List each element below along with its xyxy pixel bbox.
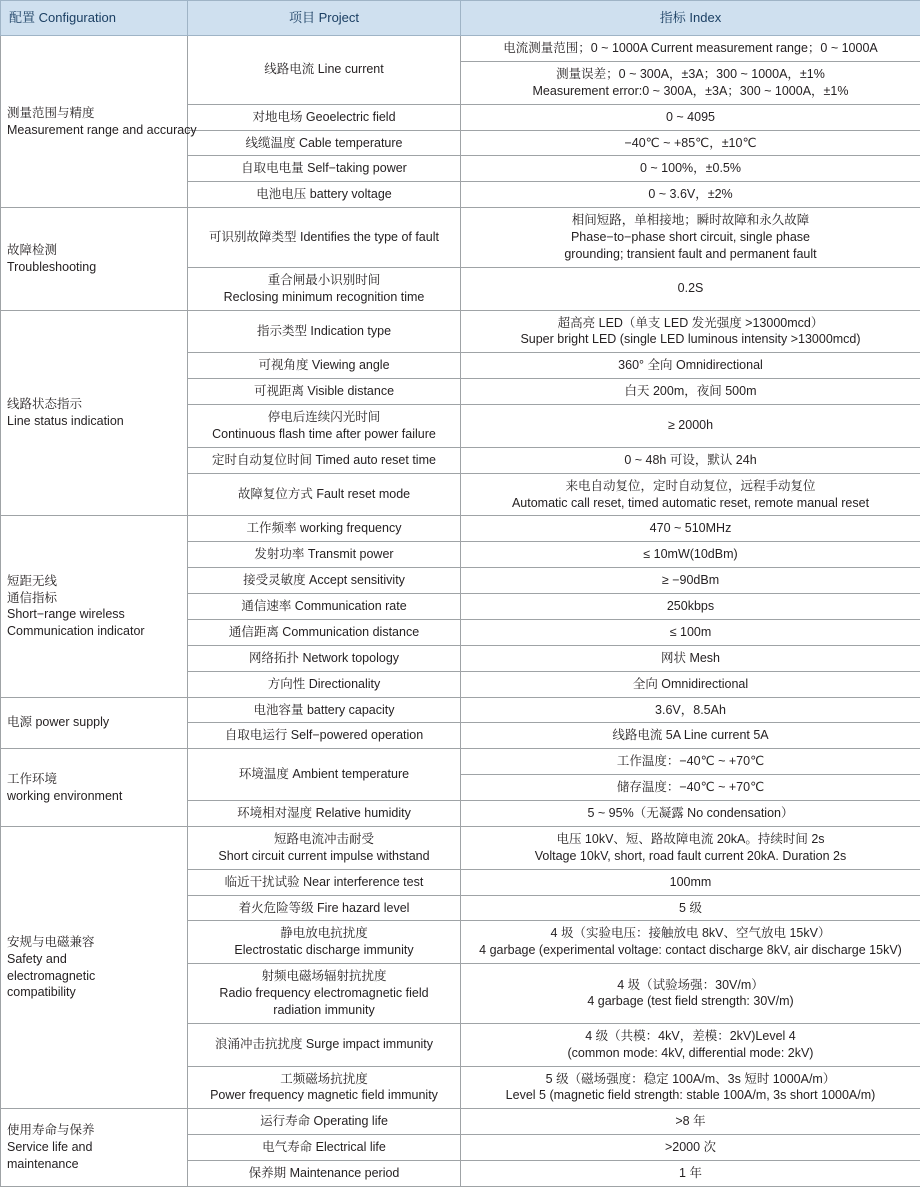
table-row [1,826,920,869]
index-cell: ≥ 2000h [461,405,920,448]
index-cell: 测量误差；0 ~ 300A，±3A；300 ~ 1000A，±1% Measurement error:0 ~ 300A，±3A；300 ~ 1000A，±1% [461,61,920,104]
project-cell: 自取电电量 Self−taking power [188,156,461,182]
index-cell: 全向 Omnidirectional [461,671,920,697]
index-cell: 来电自动复位，定时自动复位，远程手动复位 Automatic call reset, timed automatic reset, remote manual reset [461,473,920,516]
index-cell: 电压 10kV、短、路故障电流 20kA。持续时间 2s Voltage 10kV, short, road fault current 20kA. Duration 2s [461,826,920,869]
project-cell: 可视距离 Visible distance [188,379,461,405]
table-row [1,36,920,62]
index-cell: 储存温度：−40℃ ~ +70℃ [461,775,920,801]
index-cell: ≥ −90dBm [461,568,920,594]
table-row [1,749,920,775]
index-cell: 100mm [461,869,920,895]
table-body [1,36,920,1187]
project-cell: 线路电流 Line current [188,36,461,105]
index-cell: 4 圾（试验场强：30V/m） 4 garbage (test field strength: 30V/m) [461,964,920,1024]
project-cell: 电池容量 battery capacity [188,697,461,723]
project-cell: 对地电场 Geoelectric field [188,104,461,130]
index-cell: ≤ 100m [461,619,920,645]
table-row [1,208,920,268]
project-cell: 电池电压 battery voltage [188,182,461,208]
project-cell: 定时自动复位时间 Timed auto reset time [188,447,461,473]
index-cell: 4 级（共模：4kV，差模：2kV)Level 4 (common mode: 4kV, differential mode: 2kV) [461,1023,920,1066]
index-cell: 相间短路，单相接地；瞬时故障和永久故障 Phase−to−phase short circuit, single phase grounding; transient fault and permanent fault [461,208,920,268]
index-cell: 网状 Mesh [461,645,920,671]
project-cell: 浪涌冲击抗扰度 Surge impact immunity [188,1023,461,1066]
table-row [1,310,920,353]
project-cell: 着火危险等级 Fire hazard level [188,895,461,921]
header-index: 指标 Index [461,1,920,36]
project-cell: 环境相对湿度 Relative humidity [188,801,461,827]
index-cell: 工作温度：−40℃ ~ +70℃ [461,749,920,775]
index-cell: 360° 全向 Omnidirectional [461,353,920,379]
project-cell: 发射功率 Transmit power [188,542,461,568]
index-cell: 0 ~ 4095 [461,104,920,130]
project-cell: 电气寿命 Electrical life [188,1135,461,1161]
project-cell: 短路电流冲击耐受 Short circuit current impulse withstand [188,826,461,869]
project-cell: 可视角度 Viewing angle [188,353,461,379]
project-cell: 临近干扰试验 Near interference test [188,869,461,895]
project-cell: 射频电磁场辐射抗扰度 Radio frequency electromagnetic field radiation immunity [188,964,461,1024]
index-cell: 0 ~ 48h 可设，默认 24h [461,447,920,473]
configuration-cell: 故障检测 Troubleshooting [1,208,188,310]
project-cell: 重合闸最小识别时间 Reclosing minimum recognition time [188,267,461,310]
project-cell: 接受灵敏度 Accept sensitivity [188,568,461,594]
index-cell: 白天 200m，夜间 500m [461,379,920,405]
index-cell: 1 年 [461,1161,920,1187]
project-cell: 通信距离 Communication distance [188,619,461,645]
index-cell: 线路电流 5A Line current 5A [461,723,920,749]
header-project: 项目 Project [188,1,461,36]
index-cell: 4 圾（实验电压：接触放电 8kV、空气放电 15kV） 4 garbage (experimental voltage: contact discharge 8kV, air discharge 15kV) [461,921,920,964]
project-cell: 工频磁场抗扰度 Power frequency magnetic field immunity [188,1066,461,1109]
header-row [1,1,920,36]
header-configuration: 配置 Configuration [1,1,188,36]
index-cell: −40℃ ~ +85℃，±10℃ [461,130,920,156]
index-cell: 5 级 [461,895,920,921]
index-cell: 0 ~ 100%，±0.5% [461,156,920,182]
project-cell: 网络拓扑 Network topology [188,645,461,671]
configuration-cell: 使用寿命与保养 Service life and maintenance [1,1109,188,1187]
project-cell: 方向性 Directionality [188,671,461,697]
index-cell: ≤ 10mW(10dBm) [461,542,920,568]
project-cell: 线缆温度 Cable temperature [188,130,461,156]
project-cell: 通信速率 Communication rate [188,594,461,620]
index-cell: >8 年 [461,1109,920,1135]
project-cell: 可识别故障类型 Identifies the type of fault [188,208,461,268]
project-cell: 停电后连续闪光时间 Continuous flash time after power failure [188,405,461,448]
index-cell: 0.2S [461,267,920,310]
table-header [1,1,920,36]
table-row [1,697,920,723]
configuration-cell: 线路状态指示 Line status indication [1,310,188,516]
project-cell: 指示类型 Indication type [188,310,461,353]
configuration-cell: 工作环境 working environment [1,749,188,827]
project-cell: 静电放电抗扰度 Electrostatic discharge immunity [188,921,461,964]
project-cell: 保养期 Maintenance period [188,1161,461,1187]
configuration-cell: 电源 power supply [1,697,188,749]
configuration-cell: 短距无线 通信指标 Short−range wireless Communication indicator [1,516,188,697]
index-cell: 470 ~ 510MHz [461,516,920,542]
index-cell: 5 ~ 95%（无凝露 No condensation） [461,801,920,827]
table-row [1,516,920,542]
index-cell: >2000 次 [461,1135,920,1161]
index-cell: 250kbps [461,594,920,620]
project-cell: 故障复位方式 Fault reset mode [188,473,461,516]
configuration-cell: 测量范围与精度 Measurement range and accuracy [1,36,188,208]
index-cell: 超高亮 LED（单支 LED 发光强度 >13000mcd） Super bright LED (single LED luminous intensity >13000mcd) [461,310,920,353]
project-cell: 工作频率 working frequency [188,516,461,542]
index-cell: 3.6V，8.5Ah [461,697,920,723]
index-cell: 电流测量范围；0 ~ 1000A Current measurement range；0 ~ 1000A [461,36,920,62]
index-cell: 0 ~ 3.6V，±2% [461,182,920,208]
configuration-cell: 安规与电磁兼容 Safety and electromagnetic compatibility [1,826,188,1108]
project-cell: 运行寿命 Operating life [188,1109,461,1135]
project-cell: 自取电运行 Self−powered operation [188,723,461,749]
project-cell: 环境温度 Ambient temperature [188,749,461,801]
index-cell: 5 级（磁场强度：稳定 100A/m、3s 短时 1000A/m） Level 5 (magnetic field strength: stable 100A/m, 3s short 1000A/m) [461,1066,920,1109]
table-row [1,1109,920,1135]
